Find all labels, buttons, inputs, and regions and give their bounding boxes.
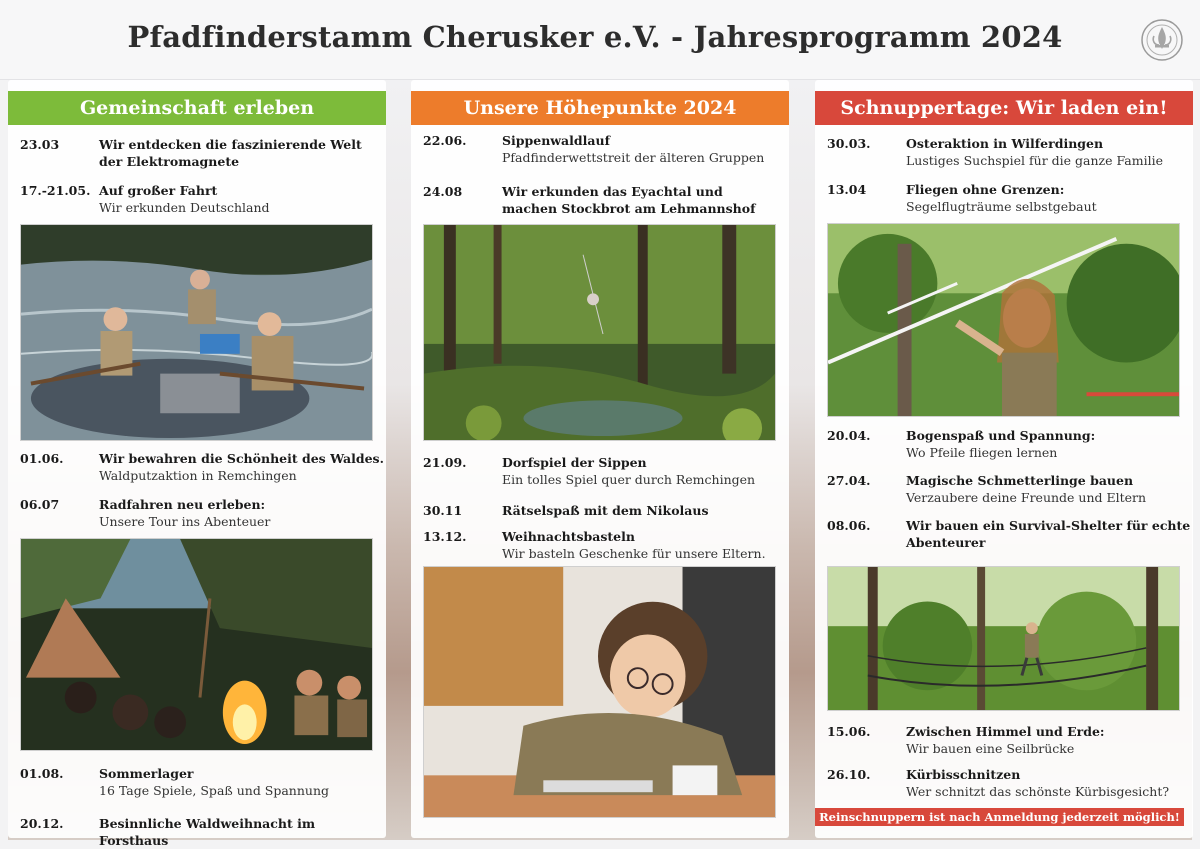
- event-title: Wir erkunden das Eyachtal und machen Stockbrot am Lehmannshof: [502, 184, 756, 216]
- event-subtitle: Wir basteln Geschenke für unsere Eltern.: [502, 546, 766, 561]
- event-subtitle: Waldputzaktion in Remchingen: [99, 468, 297, 483]
- signup-note: Reinschnuppern ist nach Anmeldung jederzeit möglich!: [815, 808, 1184, 826]
- event-date: 20.04.: [827, 428, 871, 443]
- event-date: 08.06.: [827, 518, 871, 533]
- event-date: 21.09.: [423, 455, 467, 470]
- event-subtitle: Wir erkunden Deutschland: [99, 200, 270, 215]
- event-title: Wir bauen ein Survival-Shelter für echte Abenteurer: [906, 518, 1191, 550]
- event-date: 13.12.: [423, 529, 467, 544]
- event-title: Wir bewahren die Schönheit des Waldes.: [99, 451, 384, 466]
- event-title: Zwischen Himmel und Erde:: [906, 724, 1105, 739]
- event-date: 27.04.: [827, 473, 871, 488]
- page-header: [0, 0, 1200, 80]
- event-subtitle: Wer schnitzt das schönste Kürbisgesicht?: [906, 784, 1170, 799]
- event-title: Sippenwaldlauf: [502, 133, 610, 148]
- event-title: Auf großer Fahrt: [99, 183, 218, 198]
- event-date: 15.06.: [827, 724, 871, 739]
- event-date: 20.12.: [20, 816, 64, 831]
- event-date: 24.08: [423, 184, 463, 199]
- event-title: Bogenspaß und Spannung:: [906, 428, 1096, 443]
- event-title: Magische Schmetterlinge bauen: [906, 473, 1134, 488]
- banner-hoehepunkte: Unsere Höhepunkte 2024: [411, 91, 789, 125]
- event-date: 30.03.: [827, 136, 871, 151]
- event-subtitle: Pfadfinderwettstreit der älteren Gruppen: [502, 150, 765, 165]
- scout-lily-logo-icon: [1140, 18, 1184, 62]
- event-subtitle: Wo Pfeile fliegen lernen: [906, 445, 1058, 460]
- banner-gemeinschaft: Gemeinschaft erleben: [8, 91, 386, 125]
- photo-glider: [827, 223, 1180, 417]
- photo-campfire: [20, 538, 373, 751]
- event-subtitle: 16 Tage Spiele, Spaß und Spannung: [99, 783, 330, 798]
- event-title: Weihnachtsbasteln: [502, 529, 635, 544]
- event-date: 22.06.: [423, 133, 467, 148]
- photo-rope-bridge: [827, 566, 1180, 711]
- event-date: 26.10.: [827, 767, 871, 782]
- event-title: Dorfspiel der Sippen: [502, 455, 647, 470]
- photo-forest-zipline: [423, 224, 776, 441]
- event-subtitle: Ein tolles Spiel quer durch Remchingen: [502, 472, 756, 487]
- event-subtitle: Verzaubere deine Freunde und Eltern: [906, 490, 1147, 505]
- event-title: Fliegen ohne Grenzen:: [906, 182, 1065, 197]
- event-date: 06.07: [20, 497, 60, 512]
- banner-schnuppertage: Schnuppertage: Wir laden ein!: [815, 91, 1193, 125]
- page-title: Pfadfinderstamm Cherusker e.V. - Jahresprogramm 2024: [127, 20, 1063, 54]
- event-date: 01.06.: [20, 451, 64, 466]
- event-subtitle: Segelflugträume selbstgebaut: [906, 199, 1097, 214]
- event-title: Rätselspaß mit dem Nikolaus: [502, 503, 709, 518]
- event-title: Radfahren neu erleben:: [99, 497, 266, 512]
- event-date: 17.-21.05.: [20, 183, 91, 198]
- event-date: 23.03: [20, 137, 60, 152]
- event-subtitle: Lustiges Suchspiel für die ganze Familie: [906, 153, 1164, 168]
- event-title: Wir entdecken die faszinierende Welt der Elektromagnete: [99, 137, 362, 169]
- event-title: Osteraktion in Wilferdingen: [906, 136, 1104, 151]
- event-title: Sommerlager: [99, 766, 194, 781]
- photo-crafting: [423, 566, 776, 818]
- event-title: Besinnliche Waldweihnacht im Forsthaus: [99, 816, 316, 848]
- column-gemeinschaft: [8, 80, 386, 848]
- event-date: 30.11: [423, 503, 463, 518]
- column-schnuppertage: [815, 80, 1193, 838]
- event-date: 13.04: [827, 182, 867, 197]
- photo-rafting: [20, 224, 373, 441]
- event-title: Kürbisschnitzen: [906, 767, 1021, 782]
- event-subtitle: Wir bauen eine Seilbrücke: [906, 741, 1075, 756]
- event-subtitle: Unsere Tour ins Abenteuer: [99, 514, 271, 529]
- event-date: 01.08.: [20, 766, 64, 781]
- column-hoehepunkte: [411, 80, 789, 838]
